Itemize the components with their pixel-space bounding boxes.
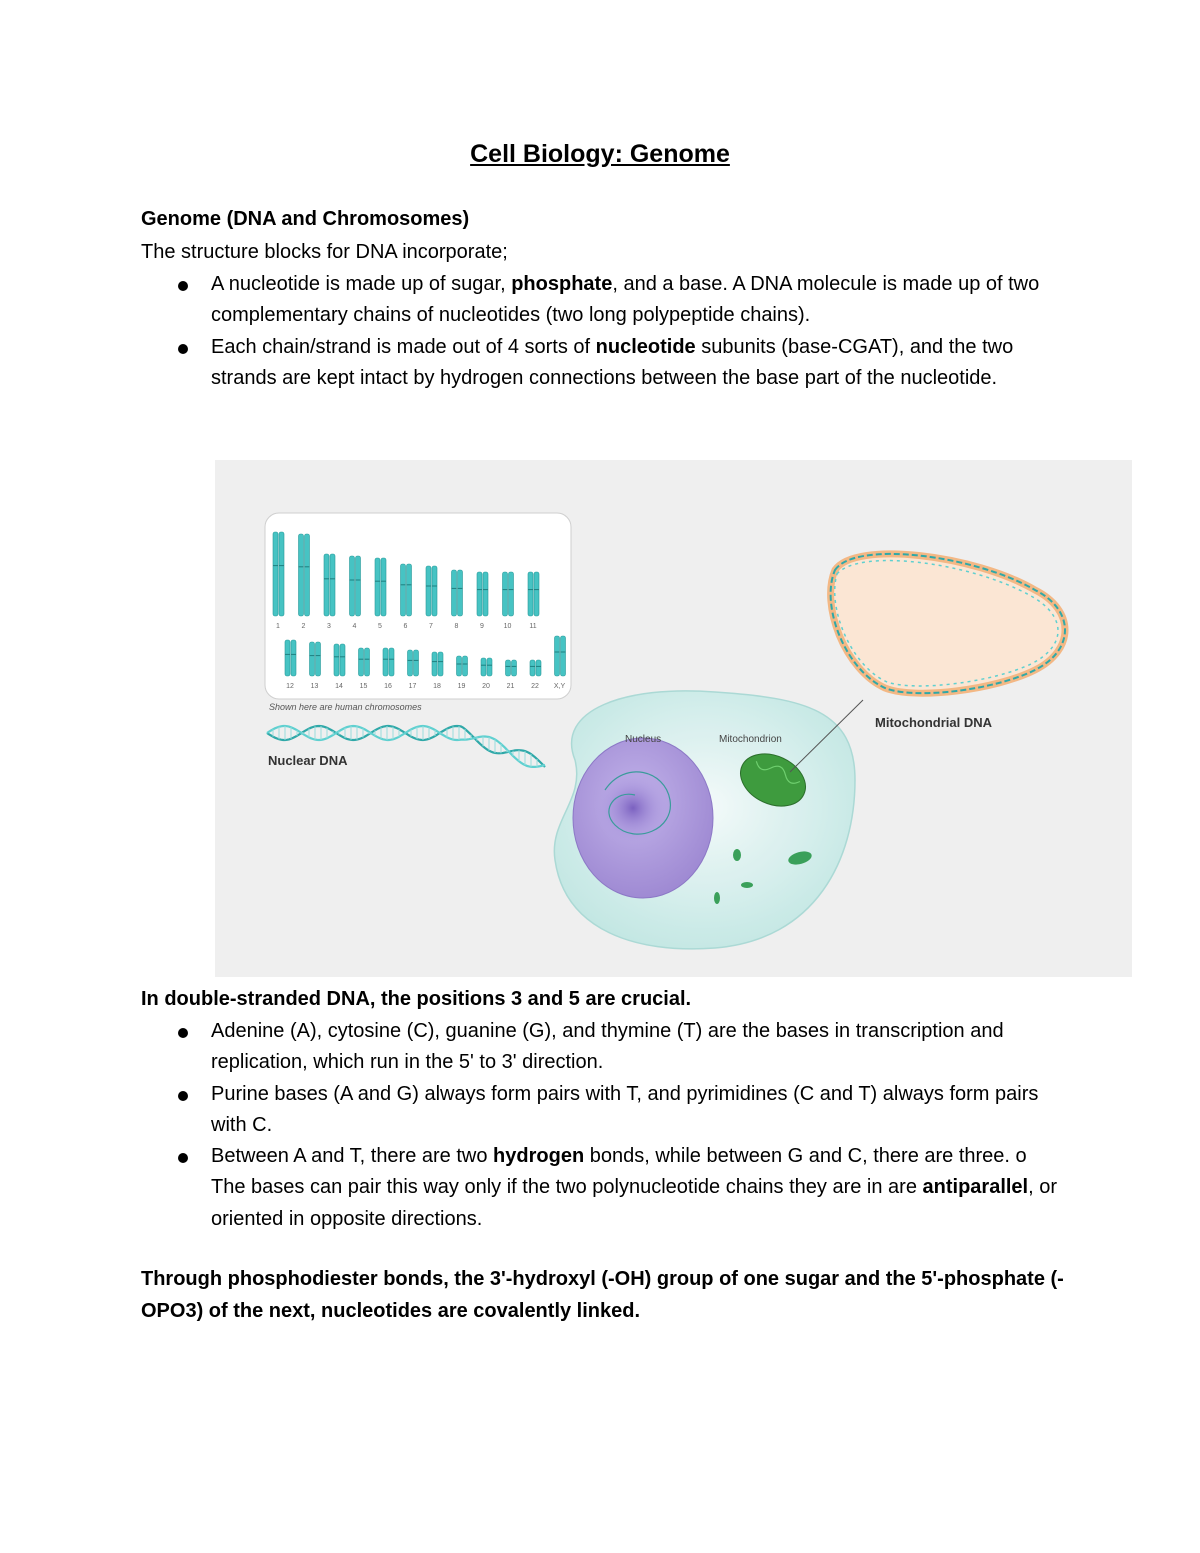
chromosome [483, 572, 488, 616]
chromosome [408, 650, 413, 676]
mitochondrion-label: Mitochondrion [719, 734, 782, 745]
bullet-icon [178, 1028, 188, 1038]
chromosome [285, 640, 290, 676]
chromosome [316, 642, 321, 676]
bullet-icon [178, 1153, 188, 1163]
bullet-list-structure [141, 269, 1061, 394]
chromosome [389, 648, 394, 676]
chromosome [503, 572, 508, 616]
chromosome [324, 554, 329, 616]
chromosome [509, 572, 514, 616]
chromosome [438, 652, 443, 676]
karyotype-panel [265, 513, 571, 712]
chromosome [506, 660, 511, 676]
chromosome [330, 554, 335, 616]
mitochondrial-dna-ring [831, 554, 1065, 693]
list-item: Between A and T, there are two hydrogen bonds, while between G and C, there are three. o The bases can pair this way only if the two polynucleotide chains they are in are antiparallel, or oriented in opposite directions. [141, 1141, 1061, 1235]
chromosome [426, 566, 431, 616]
chromosome [463, 656, 468, 676]
chromosome [273, 532, 278, 616]
chromosome [299, 534, 304, 616]
chromosome [414, 650, 419, 676]
chromosome-number: 20 [482, 683, 490, 690]
page-title: Cell Biology: Genome [470, 140, 730, 168]
section-heading-genome: Genome (DNA and Chromosomes) [141, 208, 470, 230]
bullet-list-bases [141, 1016, 1061, 1235]
chromosome [512, 660, 517, 676]
chromosome-number: 8 [454, 623, 459, 630]
chromosome-number: 12 [286, 683, 294, 690]
chromosome-number: 3 [327, 623, 331, 630]
chromosome [350, 556, 355, 616]
chromosome [432, 652, 437, 676]
bullet-icon [178, 1091, 188, 1101]
list-item: A nucleotide is made up of sugar, phosphate, and a base. A DNA molecule is made up of two complementary chains of nucleotides (two long polypeptide chains). [141, 269, 1061, 332]
bullet-icon [178, 344, 188, 354]
chromosome [359, 648, 364, 676]
chromosome-number: 2 [301, 623, 306, 630]
nucleus-label: Nucleus [625, 734, 662, 745]
chromosome-number: 1 [276, 623, 280, 630]
list-item: Purine bases (A and G) always form pairs with T, and pyrimidines (C and T) always form pairs with C. [141, 1079, 1061, 1142]
chromosome [375, 558, 380, 616]
dna-figure [215, 460, 1132, 977]
chromosome [340, 644, 345, 676]
mitochondrial-dna-label: Mitochondrial DNA [875, 715, 992, 730]
chromosome [561, 636, 566, 676]
chromosome-number: 15 [359, 683, 368, 690]
chromosome [452, 570, 457, 616]
chromosome-number: 22 [531, 683, 539, 690]
chromosome-number: 4 [352, 623, 357, 630]
section-intro: The structure blocks for DNA incorporate; [141, 241, 508, 263]
chromosome [310, 642, 315, 676]
section-heading-positions: In double-stranded DNA, the positions 3 and 5 are crucial. [141, 988, 692, 1010]
chromosome [407, 564, 412, 616]
chromosome [356, 556, 361, 616]
chromosome [305, 534, 310, 616]
chromosome [291, 640, 296, 676]
chromosome [458, 570, 463, 616]
chromosome-number: 17 [408, 683, 417, 690]
chromosome-number: 16 [384, 683, 392, 690]
chromosome-number: 21 [506, 683, 515, 690]
chromosome [487, 658, 492, 676]
chromosome-number: 19 [457, 683, 466, 690]
chromosome-number: 9 [480, 623, 484, 630]
dna-illustration [215, 460, 1132, 977]
nuclear-dna-label: Nuclear DNA [268, 753, 348, 768]
karyotype-caption: Shown here are human chromosomes [269, 702, 422, 712]
chromosome [279, 532, 284, 616]
bullet-icon [178, 281, 188, 291]
chromosome [481, 658, 486, 676]
chromosome-number: X,Y [553, 683, 566, 690]
list-item: Adenine (A), cytosine (C), guanine (G), and thymine (T) are the bases in transcription and replication, which run in the 5' to 3' direction. [141, 1016, 1061, 1079]
chromosome [477, 572, 482, 616]
list-item: Each chain/strand is made out of 4 sorts of nucleotide subunits (base-CGAT), and the two strands are kept intact by hydrogen connections between the base part of the nucleotide. [141, 332, 1061, 395]
chromosome [528, 572, 533, 616]
chromosome [381, 558, 386, 616]
chromosome [530, 660, 535, 676]
chromosome-number: 18 [433, 683, 441, 690]
chromosome-number: 10 [503, 623, 512, 630]
chromosome [365, 648, 370, 676]
chromosome-number: 11 [529, 623, 537, 630]
cell [554, 691, 855, 949]
chromosome-number: 7 [429, 623, 433, 630]
chromosome [383, 648, 388, 676]
chromosome [401, 564, 406, 616]
chromosome-number: 14 [335, 683, 343, 690]
chromosome [534, 572, 539, 616]
chromosome-number: 5 [378, 623, 382, 630]
chromosome [432, 566, 437, 616]
chromosome [457, 656, 462, 676]
chromosome [536, 660, 541, 676]
chromosome-number: 6 [403, 623, 408, 630]
chromosome-number: 13 [310, 683, 319, 690]
chromosome [555, 636, 560, 676]
final-paragraph: Through phosphodiester bonds, the 3'-hydroxyl (-OH) group of one sugar and the 5'-phosphate (-OPO3) of the next, nucleotides are covalently linked. [141, 1268, 1064, 1322]
chromosome [334, 644, 339, 676]
